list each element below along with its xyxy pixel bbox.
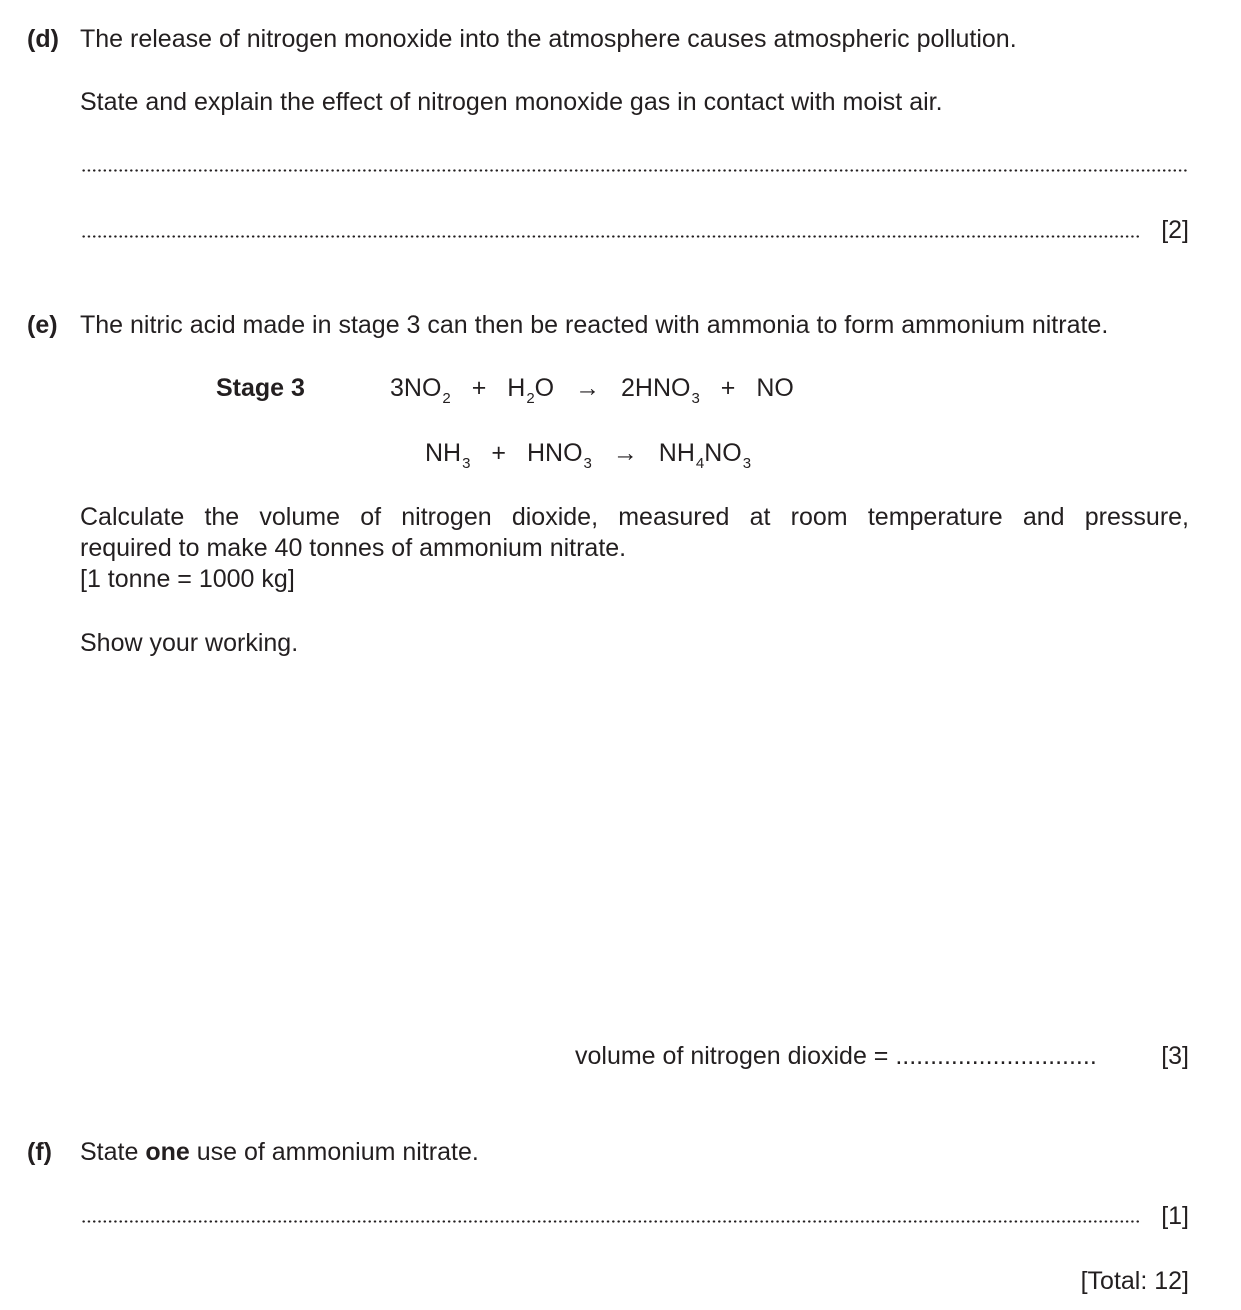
mark-f: [1]: [1161, 1202, 1189, 1230]
question-d-stem: The release of nitrogen monoxide into the atmosphere causes atmospheric pollution.: [80, 25, 1017, 53]
question-e-conversion: [1 tonne = 1000 kg]: [80, 565, 295, 593]
mark-d: [2]: [1161, 216, 1189, 244]
equation-stage-3: [390, 374, 794, 407]
plus-sign: +: [491, 439, 507, 467]
reaction-arrow-icon: →: [575, 374, 601, 402]
subscript: 2: [442, 390, 451, 407]
question-label-e: (e): [27, 311, 58, 339]
answer-line-f[interactable]: [81, 1220, 1139, 1223]
question-e-stem: The nitric acid made in stage 3 can then be reacted with ammonia to form ammonium nitrate.: [80, 311, 1109, 339]
subscript: 3: [583, 455, 592, 472]
formula-no2: 3NO: [390, 374, 442, 402]
plus-sign: +: [720, 374, 736, 402]
question-d-prompt: State and explain the effect of nitrogen monoxide gas in contact with moist air.: [80, 88, 943, 116]
formula-nh4no3-no: NO: [704, 439, 742, 467]
subscript: 3: [462, 455, 471, 472]
mark-e: [3]: [1161, 1042, 1189, 1070]
question-label-f: (f): [27, 1138, 52, 1166]
text: State: [80, 1138, 146, 1166]
question-e-calc-line1: Calculate the volume of nitrogen dioxide, measured at room temperature and pressure,: [80, 503, 1189, 531]
question-e-working-prompt: Show your working.: [80, 629, 299, 657]
subscript: 3: [742, 455, 752, 472]
text: use of ammonium nitrate.: [189, 1138, 479, 1166]
formula-hno3: HNO: [526, 439, 583, 467]
formula-hno3: 2HNO: [621, 374, 691, 402]
subscript: 3: [691, 390, 700, 407]
answer-line-d-1[interactable]: [81, 169, 1187, 172]
question-e-calc-line2: required to make 40 tonnes of ammonium nitrate.: [80, 534, 627, 562]
stage-label: Stage 3: [216, 374, 305, 402]
emphasis-one: one: [145, 1138, 190, 1166]
subscript: 2: [526, 390, 535, 407]
total-marks: [Total: 12]: [1080, 1267, 1189, 1295]
working-area[interactable]: [80, 670, 1190, 1020]
formula-h2o: H: [507, 374, 526, 402]
answer-field-volume[interactable]: volume of nitrogen dioxide = .............................: [575, 1042, 1097, 1070]
reaction-arrow-icon: →: [612, 439, 638, 467]
subscript: 4: [695, 455, 705, 472]
formula-nh3: NH: [425, 439, 462, 467]
equation-ammonium-nitrate: [425, 439, 752, 472]
formula-nh4no3: NH: [658, 439, 695, 467]
answer-line-d-2[interactable]: [81, 235, 1139, 238]
question-label-d: (d): [27, 25, 59, 53]
formula-h2o-o: O: [534, 374, 555, 402]
formula-no: NO: [756, 374, 794, 402]
question-f-stem: [80, 1140, 479, 1165]
plus-sign: +: [471, 374, 487, 402]
